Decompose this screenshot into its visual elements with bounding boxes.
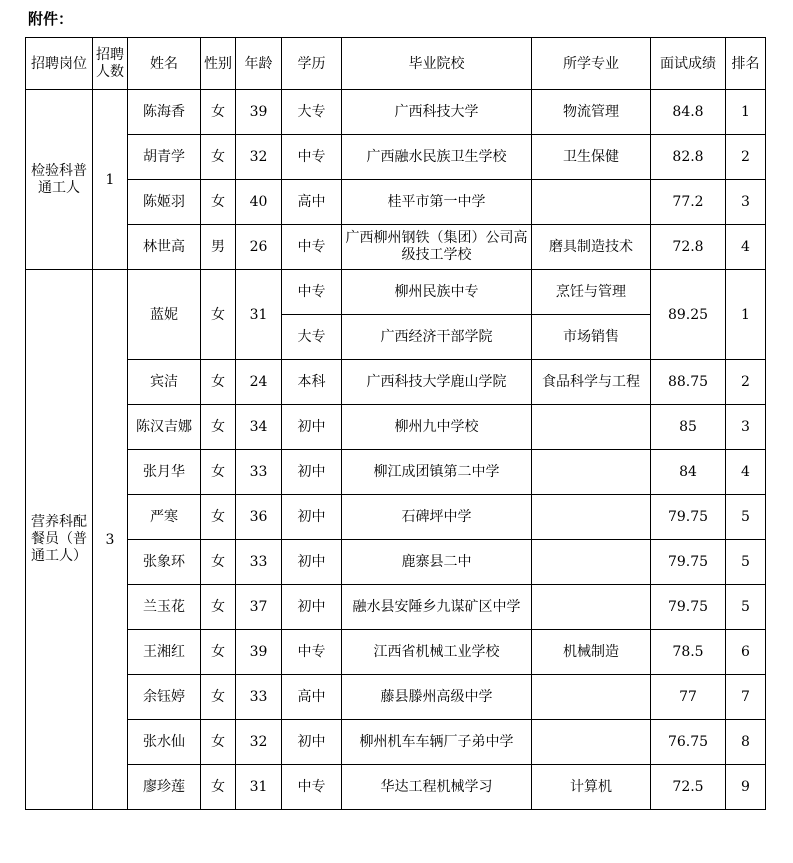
age-cell: 32 (236, 720, 282, 765)
gender-cell: 女 (201, 720, 236, 765)
table-row (26, 270, 766, 315)
gender-cell: 女 (201, 405, 236, 450)
col-header-quota: 招聘人数 (93, 38, 128, 90)
age-cell: 33 (236, 675, 282, 720)
score-cell: 84.8 (651, 90, 726, 135)
education-cell: 高中 (282, 675, 342, 720)
age-cell: 26 (236, 225, 282, 270)
gender-cell: 女 (201, 540, 236, 585)
score-cell: 85 (651, 405, 726, 450)
gender-cell: 女 (201, 585, 236, 630)
school-cell: 广西科技大学 (342, 90, 532, 135)
major-cell (532, 675, 651, 720)
age-cell: 33 (236, 450, 282, 495)
age-cell: 37 (236, 585, 282, 630)
gender-cell: 男 (201, 225, 236, 270)
score-cell: 72.5 (651, 765, 726, 810)
score-cell: 88.75 (651, 360, 726, 405)
name-cell: 张月华 (128, 450, 201, 495)
major-cell (532, 585, 651, 630)
score-cell: 79.75 (651, 540, 726, 585)
name-cell: 陈汉吉娜 (128, 405, 201, 450)
col-header-name: 姓名 (128, 38, 201, 90)
education-cell: 中专 (282, 135, 342, 180)
school-cell: 华达工程机械学习 (342, 765, 532, 810)
attachment-label: 附件： (28, 10, 74, 28)
age-cell: 36 (236, 495, 282, 540)
rank-cell: 4 (726, 225, 766, 270)
rank-cell: 5 (726, 540, 766, 585)
score-cell: 79.75 (651, 585, 726, 630)
education-cell: 中专 (282, 225, 342, 270)
school-cell: 广西经济干部学院 (342, 315, 532, 360)
rank-cell: 6 (726, 630, 766, 675)
col-header-major: 所学专业 (532, 38, 651, 90)
name-cell: 张水仙 (128, 720, 201, 765)
position-cell: 检验科普通工人 (26, 90, 93, 270)
col-header-education: 学历 (282, 38, 342, 90)
major-cell: 卫生保健 (532, 135, 651, 180)
education-cell: 初中 (282, 495, 342, 540)
score-cell: 89.25 (651, 270, 726, 360)
name-cell: 兰玉花 (128, 585, 201, 630)
school-cell: 桂平市第一中学 (342, 180, 532, 225)
school-cell: 广西融水民族卫生学校 (342, 135, 532, 180)
rank-cell: 8 (726, 720, 766, 765)
col-header-score: 面试成绩 (651, 38, 726, 90)
age-cell: 31 (236, 765, 282, 810)
education-cell: 初中 (282, 405, 342, 450)
rank-cell: 9 (726, 765, 766, 810)
gender-cell: 女 (201, 765, 236, 810)
score-cell: 79.75 (651, 495, 726, 540)
header-row (26, 38, 766, 90)
name-cell: 林世高 (128, 225, 201, 270)
school-cell: 鹿寨县二中 (342, 540, 532, 585)
rank-cell: 1 (726, 90, 766, 135)
age-cell: 24 (236, 360, 282, 405)
gender-cell: 女 (201, 630, 236, 675)
major-cell: 物流管理 (532, 90, 651, 135)
table-row (26, 360, 766, 405)
name-cell: 陈姬羽 (128, 180, 201, 225)
gender-cell: 女 (201, 495, 236, 540)
education-cell: 中专 (282, 630, 342, 675)
rank-cell: 2 (726, 360, 766, 405)
school-cell: 融水县安陲乡九谋矿区中学 (342, 585, 532, 630)
age-cell: 31 (236, 270, 282, 360)
col-header-gender: 性别 (201, 38, 236, 90)
name-cell: 陈海香 (128, 90, 201, 135)
school-cell: 柳州机车车辆厂子弟中学 (342, 720, 532, 765)
table-row (26, 405, 766, 450)
score-cell: 72.8 (651, 225, 726, 270)
gender-cell: 女 (201, 90, 236, 135)
rank-cell: 7 (726, 675, 766, 720)
education-cell: 中专 (282, 270, 342, 315)
table-row (26, 495, 766, 540)
rank-cell: 5 (726, 495, 766, 540)
education-cell: 初中 (282, 450, 342, 495)
rank-cell: 2 (726, 135, 766, 180)
major-cell: 市场销售 (532, 315, 651, 360)
score-cell: 77 (651, 675, 726, 720)
table-row (26, 630, 766, 675)
table-row (26, 135, 766, 180)
age-cell: 39 (236, 630, 282, 675)
education-cell: 本科 (282, 360, 342, 405)
table-row (26, 675, 766, 720)
score-cell: 78.5 (651, 630, 726, 675)
score-cell: 77.2 (651, 180, 726, 225)
rank-cell: 4 (726, 450, 766, 495)
education-cell: 初中 (282, 540, 342, 585)
education-cell: 初中 (282, 720, 342, 765)
school-cell: 广西柳州钢铁（集团）公司高级技工学校 (342, 225, 532, 270)
age-cell: 39 (236, 90, 282, 135)
table-row (26, 585, 766, 630)
school-cell: 广西科技大学鹿山学院 (342, 360, 532, 405)
rank-cell: 5 (726, 585, 766, 630)
position-cell: 营养科配餐员（普通工人） (26, 270, 93, 810)
table-row (26, 540, 766, 585)
name-cell: 严寒 (128, 495, 201, 540)
major-cell: 磨具制造技术 (532, 225, 651, 270)
education-cell: 中专 (282, 765, 342, 810)
name-cell: 蓝妮 (128, 270, 201, 360)
education-cell: 大专 (282, 315, 342, 360)
major-cell: 机械制造 (532, 630, 651, 675)
age-cell: 33 (236, 540, 282, 585)
gender-cell: 女 (201, 360, 236, 405)
major-cell (532, 405, 651, 450)
col-header-position: 招聘岗位 (26, 38, 93, 90)
quota-cell: 3 (93, 270, 128, 810)
school-cell: 江西省机械工业学校 (342, 630, 532, 675)
gender-cell: 女 (201, 135, 236, 180)
gender-cell: 女 (201, 270, 236, 360)
col-header-age: 年龄 (236, 38, 282, 90)
school-cell: 柳江成团镇第二中学 (342, 450, 532, 495)
score-cell: 84 (651, 450, 726, 495)
score-cell: 82.8 (651, 135, 726, 180)
name-cell: 余钰婷 (128, 675, 201, 720)
col-header-school: 毕业院校 (342, 38, 532, 90)
major-cell (532, 450, 651, 495)
age-cell: 34 (236, 405, 282, 450)
name-cell: 张象环 (128, 540, 201, 585)
table-row (26, 225, 766, 270)
major-cell (532, 540, 651, 585)
results-table (25, 37, 766, 810)
education-cell: 高中 (282, 180, 342, 225)
table-row (26, 720, 766, 765)
major-cell: 食品科学与工程 (532, 360, 651, 405)
education-cell: 大专 (282, 90, 342, 135)
name-cell: 宾洁 (128, 360, 201, 405)
gender-cell: 女 (201, 675, 236, 720)
age-cell: 32 (236, 135, 282, 180)
school-cell: 藤县滕州高级中学 (342, 675, 532, 720)
major-cell (532, 720, 651, 765)
name-cell: 廖珍莲 (128, 765, 201, 810)
major-cell (532, 180, 651, 225)
score-cell: 76.75 (651, 720, 726, 765)
rank-cell: 1 (726, 270, 766, 360)
school-cell: 柳州民族中专 (342, 270, 532, 315)
education-cell: 初中 (282, 585, 342, 630)
major-cell: 计算机 (532, 765, 651, 810)
table-row (26, 765, 766, 810)
rank-cell: 3 (726, 180, 766, 225)
major-cell (532, 495, 651, 540)
age-cell: 40 (236, 180, 282, 225)
gender-cell: 女 (201, 450, 236, 495)
school-cell: 柳州九中学校 (342, 405, 532, 450)
table-row (26, 450, 766, 495)
name-cell: 王湘红 (128, 630, 201, 675)
quota-cell: 1 (93, 90, 128, 270)
col-header-rank: 排名 (726, 38, 766, 90)
rank-cell: 3 (726, 405, 766, 450)
table-row (26, 90, 766, 135)
name-cell: 胡青学 (128, 135, 201, 180)
gender-cell: 女 (201, 180, 236, 225)
school-cell: 石碑坪中学 (342, 495, 532, 540)
table-row (26, 180, 766, 225)
major-cell: 烹饪与管理 (532, 270, 651, 315)
